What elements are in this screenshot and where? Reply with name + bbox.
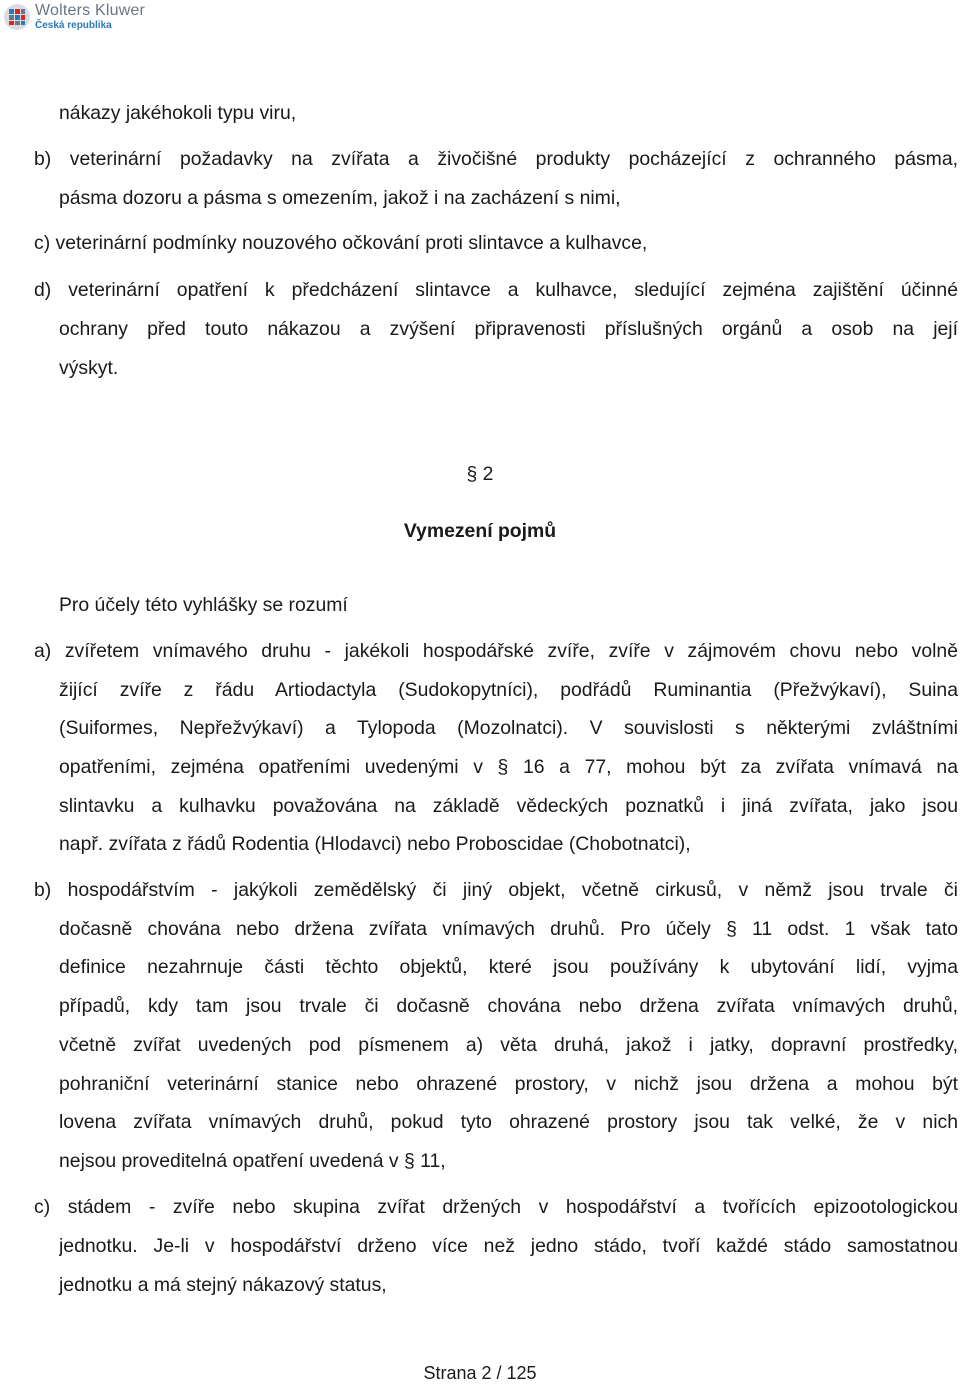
text-line: pohraniční veterinární stanice nebo ohrazené prostory, v nichž jsou držena a mohou být (59, 1073, 958, 1095)
text-line: dočasně chována nebo držena zvířata vnímavých druhů. Pro účely § 11 odst. 1 však tato (59, 918, 958, 940)
text-line: žijící zvíře z řádu Artiodactyla (Sudokopytníci), podřádů Ruminantia (Přežvýkaví), Suina (59, 679, 958, 701)
text-line: d) veterinární opatření k předcházení slintavce a kulhavce, sledující zejména zajištění účinné (34, 279, 958, 301)
text-line: např. zvířata z řádů Rodentia (Hlodavci) nebo Proboscidae (Chobotnatci), (59, 833, 691, 855)
section-heading: Vymezení pojmů (403, 520, 557, 542)
text-line: b) veterinární požadavky na zvířata a živočišné produkty pocházející z ochranného pásma, (34, 148, 958, 170)
text-line: včetně zvířat uvedených pod písmenem a) věta druhá, jakož i jatky, dopravní prostředky, (59, 1034, 958, 1056)
text-line: a) zvířetem vnímavého druhu - jakékoli hospodářské zvíře, zvíře v zájmovém chovu nebo volně (34, 640, 958, 662)
text-line: nákazy jakéhokoli typu viru, (59, 102, 297, 124)
text-line: jednotku. Je-li v hospodářství drženo více než jedno stádo, tvoří každé stádo samostatnou (59, 1235, 958, 1257)
text-line: nejsou proveditelná opatření uvedená v § 11, (59, 1150, 446, 1172)
publisher-logo (4, 3, 145, 31)
text-line: výskyt. (59, 357, 119, 379)
page-number: Strana 2 / 125 (423, 1363, 537, 1383)
text-line: b) hospodářstvím - jakýkoli zemědělský či jiný objekt, včetně cirkusů, v němž jsou trvale či (34, 879, 958, 901)
text-line: lovena zvířata vnímavých druhů, pokud tyto ohrazené prostory jsou tak velké, že v nich (59, 1111, 958, 1133)
logo-subbrand: Česká republika (35, 20, 112, 31)
text-line: pásma dozoru a pásma s omezením, jakož i na zacházení s nimi, (59, 187, 621, 209)
text-line: c) stádem - zvíře nebo skupina zvířat držených v hospodářství a tvořících epizootologickou (34, 1196, 958, 1218)
text-line: (Suiformes, Nepřežvýkaví) a Tylopoda (Mozolnatci). V souvislosti s některými zvláštními (59, 717, 958, 739)
text-line: c) veterinární podmínky nouzového očkování proti slintavce a kulhavce, (34, 232, 648, 254)
text-line: jednotku a má stejný nákazový status, (59, 1274, 387, 1296)
text-line: případů, kdy tam jsou trvale či dočasně chována nebo držena zvířata vnímavých druhů, (59, 995, 958, 1017)
wolters-kluwer-logo-icon (4, 4, 30, 30)
text-line: ochrany před touto nákazou a zvýšení připravenosti příslušných orgánů a osob na její (59, 318, 958, 340)
text-line: definice nezahrnuje části těchto objektů, které jsou používány k ubytování lidí, vyjma (59, 956, 958, 978)
text-line: opatřeními, zejména opatřeními uvedenými v § 16 a 77, mohou být za zvířata vnímavá na (59, 756, 958, 778)
text-line: slintavku a kulhavku považována na základě vědeckých poznatků i jiná zvířata, jako jsou (59, 795, 958, 817)
logo-brand-name: Wolters Kluwer (35, 2, 146, 19)
section-number: § 2 (466, 463, 494, 485)
text-line: Pro účely této vyhlášky se rozumí (59, 594, 348, 616)
